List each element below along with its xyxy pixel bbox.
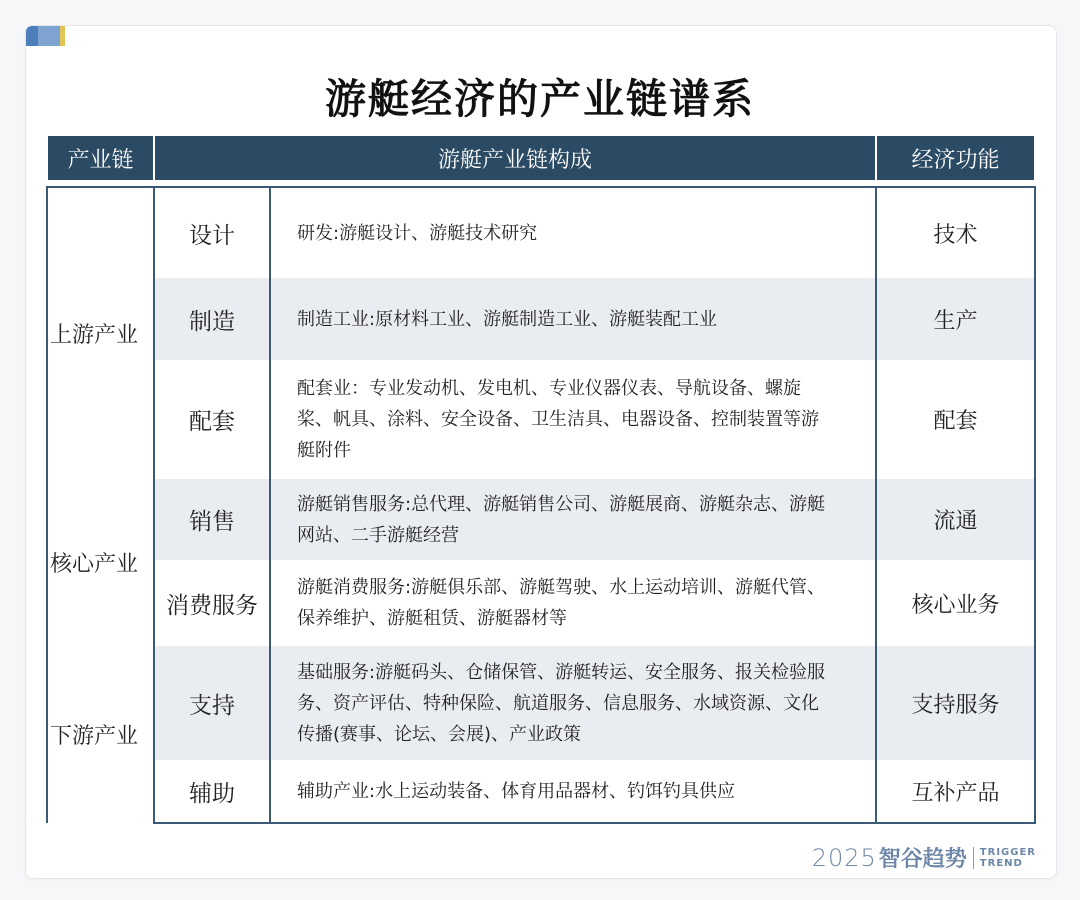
composition-cell: 游艇销售服务:总代理、游艇销售公司、游艇展商、游艇杂志、游艇网站、二手游艇经营 [270, 479, 876, 560]
category-upstream: 上游产业 [47, 187, 154, 479]
table-row [47, 646, 1035, 760]
function-cell: 支持服务 [876, 646, 1035, 760]
table-row [47, 360, 1035, 479]
logo-divider [973, 847, 974, 869]
composition-cell: 制造工业:原材料工业、游艇制造工业、游艇装配工业 [270, 278, 876, 360]
page-title: 游艇经济的产业链谱系 [325, 75, 755, 123]
category-downstream: 下游产业 [47, 646, 154, 823]
logo-year: 2025 [811, 843, 877, 872]
segment-cell: 辅助 [154, 760, 270, 823]
segment-cell: 配套 [154, 360, 270, 479]
category-core: 核心产业 [47, 479, 154, 646]
logo-en-line1: TRIGGER [979, 846, 1036, 858]
header-chain: 产业链 [47, 135, 154, 181]
composition-cell: 游艇消费服务:游艇俱乐部、游艇驾驶、水上运动培训、游艇代管、保养维护、游艇租赁、游艇器材等 [270, 560, 876, 646]
logo-chinese-name: 智谷趋势 [878, 846, 967, 872]
table-row [47, 760, 1035, 823]
function-cell: 流通 [876, 479, 1035, 560]
table-row [47, 560, 1035, 646]
logo-english-name [980, 847, 1036, 869]
header-function: 经济功能 [876, 135, 1035, 181]
function-cell: 核心业务 [876, 560, 1035, 646]
function-cell: 生产 [876, 278, 1035, 360]
industry-chain-table [46, 134, 1036, 824]
function-cell: 配套 [876, 360, 1035, 479]
brand-logo [812, 842, 1036, 873]
corner-accent [26, 26, 65, 46]
composition-cell: 辅助产业:水上运动装备、体育用品器材、钓饵钓具供应 [270, 760, 876, 823]
table-header-row [47, 135, 1035, 181]
logo-en-line2: TREND [979, 857, 1023, 869]
header-composition: 游艇产业链构成 [154, 135, 876, 181]
segment-cell: 支持 [154, 646, 270, 760]
segment-cell: 销售 [154, 479, 270, 560]
composition-cell: 研发:游艇设计、游艇技术研究 [270, 187, 876, 278]
segment-cell: 设计 [154, 187, 270, 278]
function-cell: 技术 [876, 187, 1035, 278]
segment-cell: 消费服务 [154, 560, 270, 646]
function-cell: 互补产品 [876, 760, 1035, 823]
composition-cell: 配套业：专业发动机、发电机、专业仪器仪表、导航设备、螺旋桨、帆具、涂料、安全设备、卫生洁具、电器设备、控制装置等游艇附件 [270, 360, 876, 479]
table-row [47, 479, 1035, 560]
composition-cell: 基础服务:游艇码头、仓储保管、游艇转运、安全服务、报关检验服务、资产评估、特种保险、航道服务、信息服务、水域资源、文化传播(赛事、论坛、会展)、产业政策 [270, 646, 876, 760]
table-row [47, 278, 1035, 360]
segment-cell: 制造 [154, 278, 270, 360]
table-row [47, 187, 1035, 278]
